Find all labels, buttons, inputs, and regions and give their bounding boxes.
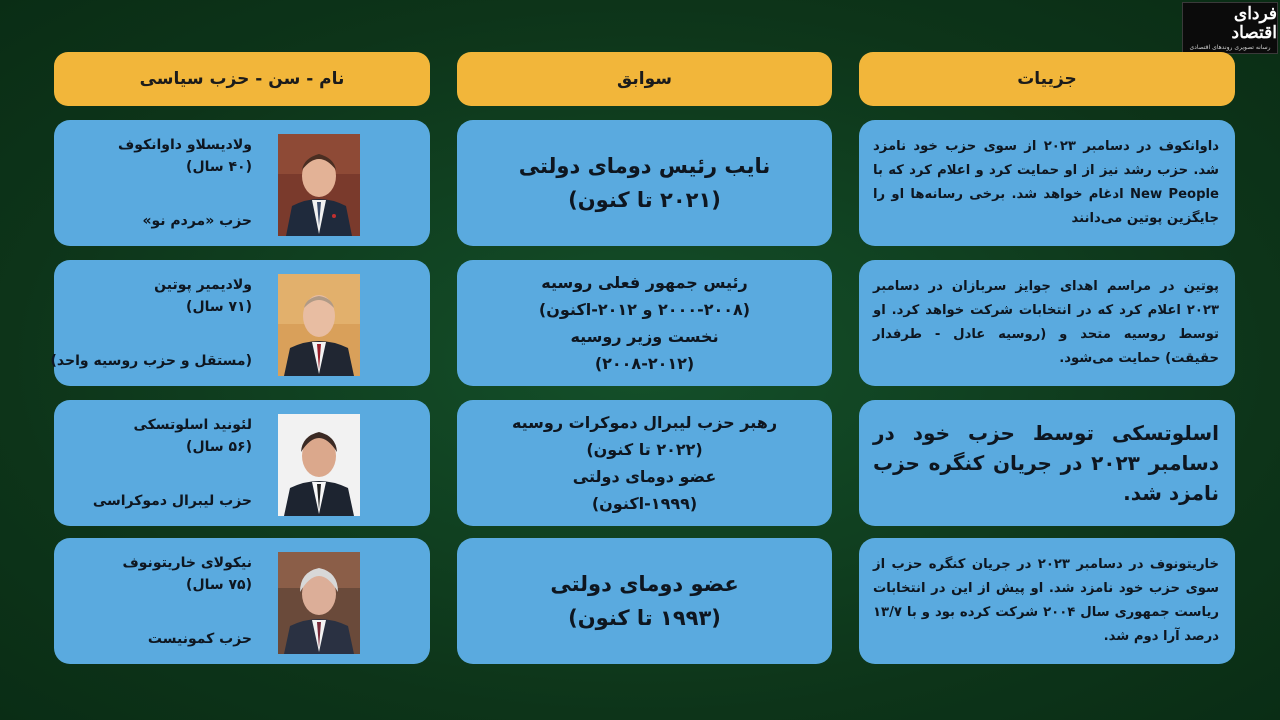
background-line: عضو دومای دولتی	[550, 572, 739, 596]
details-card-slutsky	[859, 400, 1235, 526]
header-details: جزییات	[859, 52, 1235, 106]
portrait-putin	[278, 274, 360, 376]
details-card-putin	[859, 260, 1235, 386]
header-name-age-party: نام - سن - حزب سیاسی	[54, 52, 430, 106]
logo-subtitle: رسانه تصویری روندهای اقتصادی	[1189, 44, 1271, 52]
background-line: (۲۰۰۰-۲۰۰۸ و ۲۰۱۲-اکنون)	[538, 300, 751, 319]
candidate-info	[50, 274, 252, 372]
portrait-slutsky	[278, 414, 360, 516]
portrait-kharitonov	[278, 552, 360, 654]
details-text: خاریتونوف در دسامبر ۲۰۲۳ در جریان کنگره حزب از سوی حزب خود نامزد شد. او پیش از این در انتخابات ریاست جمهوری سال ۲۰۰۴ شرکت کرده بود و با ۱۳/۷ درصد آرا دوم شد.	[873, 557, 1220, 644]
background-card-slutsky	[457, 400, 832, 526]
background-line: (۲۰۲۱ تا کنون)	[568, 188, 721, 212]
candidate-name: ولادیمیر پوتین	[154, 277, 252, 293]
candidate-party: (مستقل و حزب روسیه واحد)	[50, 353, 252, 369]
candidate-info	[72, 134, 252, 232]
candidate-name: نیکولای خاریتونوف	[122, 555, 252, 571]
candidate-age: (۴۰ سال)	[186, 159, 252, 175]
candidate-party: حزب «مردم نو»	[142, 213, 252, 229]
background-line: (۲۰۲۲ تا کنون)	[586, 440, 703, 459]
header-background: سوابق	[457, 52, 832, 106]
background-card-davankov	[457, 120, 832, 246]
candidate-age: (۵۶ سال)	[186, 439, 252, 455]
background-line: (۱۹۹۳ تا کنون)	[568, 606, 721, 630]
candidate-age: (۷۱ سال)	[186, 299, 252, 315]
candidate-name: ولادیسلاو داوانکوف	[118, 137, 252, 153]
background-line: (۲۰۰۸-۲۰۱۲)	[594, 354, 695, 373]
background-card-kharitonov	[457, 538, 832, 664]
background-line: نایب رئیس دومای دولتی	[518, 154, 771, 178]
background-line: عضو دومای دولتی	[572, 467, 717, 486]
logo-title: فردای اقتصاد	[1231, 3, 1277, 43]
portrait-davankov	[278, 134, 360, 236]
candidate-card-kharitonov	[54, 538, 430, 664]
candidate-party: حزب لیبرال دموکراسی	[92, 493, 252, 509]
details-card-kharitonov	[859, 538, 1235, 664]
details-text: پوتین در مراسم اهدای جوایز سربازان در دسامبر ۲۰۲۳ اعلام کرد که در انتخابات شرکت خواهد کرد. او توسط روسیه متحد و (روسیه عادل - طرفدار حقیقت) حمایت می‌شود.	[873, 279, 1219, 366]
background-card-putin	[457, 260, 832, 386]
background-line: (۱۹۹۹-اکنون)	[591, 494, 698, 513]
background-line: رئیس جمهور فعلی روسیه	[541, 273, 748, 292]
candidate-card-davankov	[54, 120, 430, 246]
candidate-party: حزب کمونیست	[147, 631, 252, 647]
details-text: داوانکوف در دسامبر ۲۰۲۳ از سوی حزب خود نامزد شد. حزب رشد نیز از او حمایت کرد و اعلام کرد که با New People ادغام خواهد شد. برخی رسانه‌ها او را جایگزین پوتین می‌دانند	[873, 139, 1219, 226]
background-line: رهبر حزب لیبرال دموکرات روسیه	[511, 413, 778, 432]
candidate-age: (۷۵ سال)	[186, 577, 252, 593]
candidate-name: لئونید اسلوتسکی	[133, 417, 252, 433]
candidate-info	[72, 552, 252, 650]
details-text: اسلوتسکی توسط حزب خود در دسامبر ۲۰۲۳ در جریان کنگره حزب نامزد شد.	[873, 421, 1219, 505]
candidate-info	[72, 414, 252, 512]
candidate-card-slutsky	[54, 400, 430, 526]
brand-logo	[1182, 2, 1278, 54]
candidate-card-putin	[50, 260, 430, 386]
details-card-davankov	[859, 120, 1235, 246]
background-line: نخست وزیر روسیه	[570, 327, 719, 346]
